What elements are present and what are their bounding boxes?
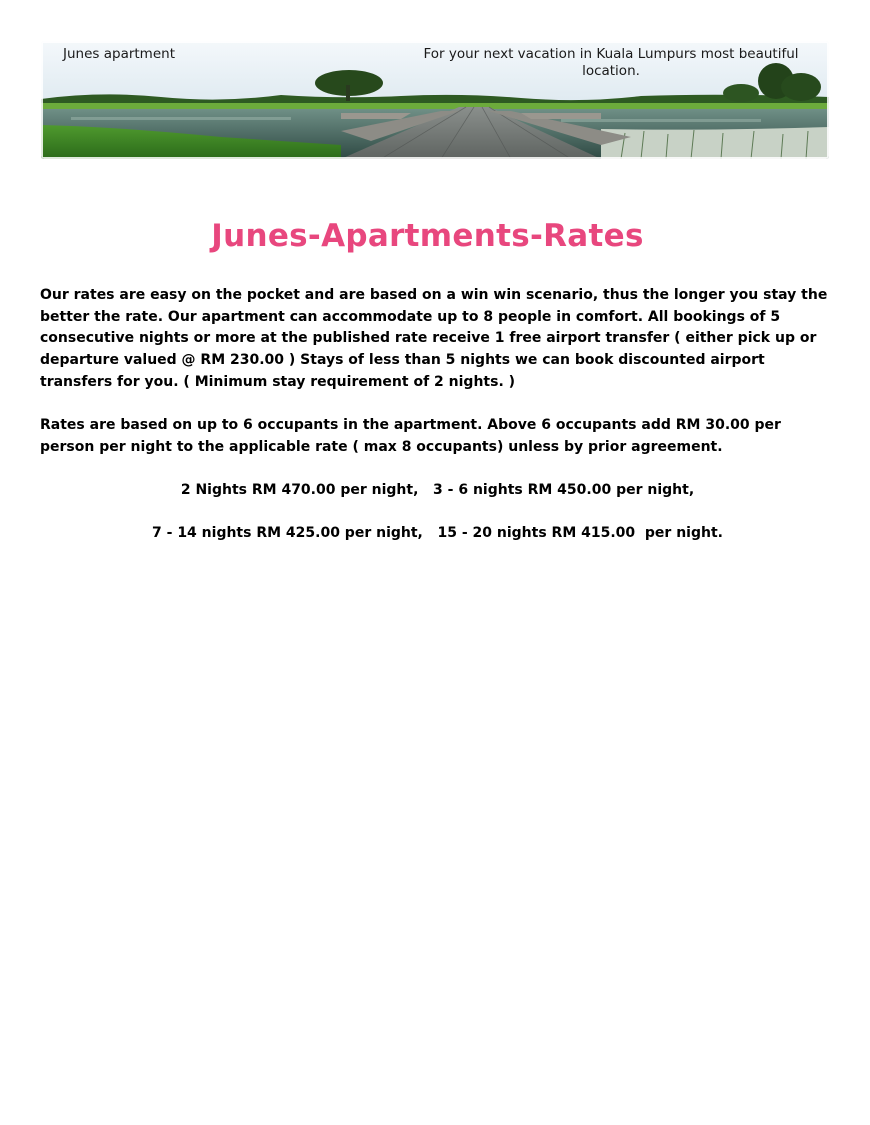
rate-line-long-stays: 7 - 14 nights RM 425.00 per night, 15 - 20 nights RM 415.00 per night. — [152, 525, 723, 541]
occupancy-paragraph: Rates are based on up to 6 occupants in the apartment. Above 6 occupants add RM 30.00 per person per night to the applicable rate ( max 8 occupants) unless by prior agreement. — [40, 417, 781, 455]
banner-tagline: For your next vacation in Kuala Lumpurs most beautiful location. — [423, 46, 799, 79]
banner-site-name: Junes apartment — [63, 46, 175, 62]
page-title: Junes-Apartments-Rates — [211, 218, 644, 254]
rates-intro-paragraph: Our rates are easy on the pocket and are based on a win win scenario, thus the longer you stay the better the rate. Our apartment can accommodate up to 8 people in comfort. All bookings of 5 consecutive nights or more at the published rate receive 1 free airport transfer ( either pick up or departure valued @ RM 230.00 ) Stays of less than 5 nights we can book discounted airport transfers for you. ( Minimum stay requirement of 2 nights. ) — [40, 287, 828, 390]
header-banner — [41, 41, 829, 159]
rate-line-short-stays: 2 Nights RM 470.00 per night, 3 - 6 nights RM 450.00 per night, — [180, 482, 695, 498]
